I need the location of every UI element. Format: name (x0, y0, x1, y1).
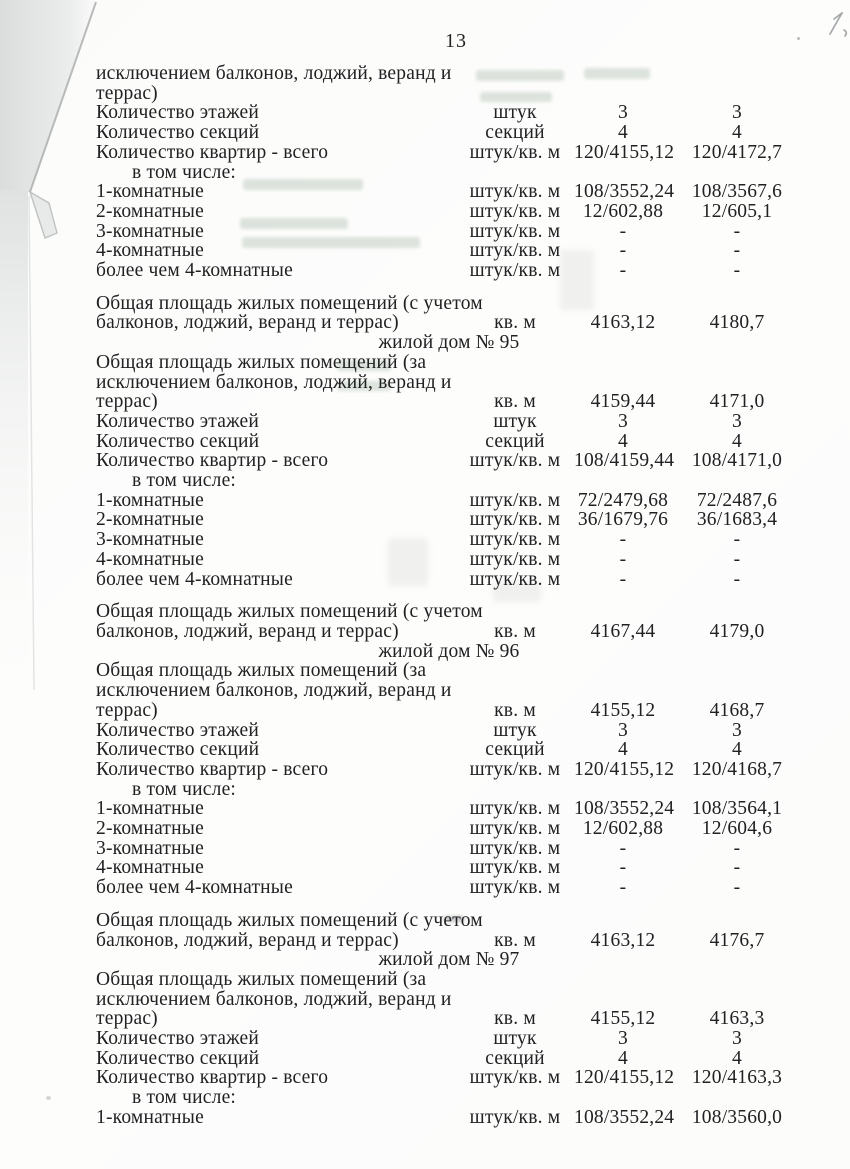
row-value-2: 3 (732, 1028, 742, 1050)
row-value-1: - (619, 568, 627, 590)
row-label (96, 970, 456, 1029)
row-label (96, 1029, 456, 1049)
page-number: 13 (445, 30, 467, 52)
table-row (96, 1068, 850, 1107)
table-row (96, 550, 850, 570)
row-value-1: - (619, 857, 627, 879)
row-label-line: 4-комнатные (96, 857, 204, 879)
row-value-2: 108/4171,0 (691, 450, 783, 472)
table-row (96, 241, 850, 261)
row-label-line: Количество секций (96, 430, 260, 452)
table-row (96, 451, 850, 490)
row-label (96, 799, 456, 819)
row-sublabel: в том числе: (132, 1087, 237, 1109)
table-row (96, 799, 850, 819)
row-label (96, 292, 483, 334)
house-section-header: жилой дом № 95 (378, 332, 520, 354)
row-label-line: 1-комнатные (96, 181, 204, 203)
row-unit: штук/кв. м (469, 200, 561, 222)
row-value-1: - (619, 877, 627, 899)
row-value-1: 3 (618, 410, 628, 432)
row-sublabel: в том числе: (132, 470, 237, 492)
row-value-1: 4 (618, 1047, 628, 1069)
row-label-line: Общая площадь жилых помещений (с учетом (96, 601, 483, 623)
row-value-1: 3 (618, 102, 628, 124)
row-value-2: 120/4172,7 (691, 141, 783, 163)
row-value-1: - (619, 260, 627, 282)
row-label-line: Количество этажей (96, 719, 260, 741)
row-label (96, 182, 456, 202)
row-unit: штук (493, 102, 537, 124)
table-row (96, 1108, 850, 1128)
table-row (96, 261, 850, 281)
row-value-1: - (619, 529, 627, 551)
row-unit: штук/кв. м (469, 1067, 561, 1089)
row-value-1: 108/3552,24 (574, 181, 675, 203)
table-row (96, 839, 850, 859)
row-label-line: Количество этажей (96, 102, 260, 124)
row-unit: кв. м (494, 699, 536, 721)
table-row (96, 819, 850, 839)
row-label (96, 143, 456, 182)
row-value-2: 4171,0 (709, 391, 765, 413)
row-unit: секций (485, 122, 545, 144)
table-row (96, 721, 850, 741)
row-label-line: Общая площадь жилых помещений (за (96, 660, 427, 682)
row-unit: штук/кв. м (469, 529, 561, 551)
row-label (96, 412, 456, 432)
row-unit: штук (493, 719, 537, 741)
row-value-1: 72/2479,68 (577, 489, 669, 511)
row-value-1: 120/4155,12 (574, 141, 675, 163)
row-label-line: исключением балконов, лоджий, веранд и (96, 371, 452, 393)
table-row (96, 1049, 850, 1069)
row-label (96, 661, 456, 720)
row-value-2: 120/4163,3 (691, 1067, 783, 1089)
row-label (96, 451, 456, 490)
row-label-line: 2-комнатные (96, 200, 204, 222)
row-unit: кв. м (494, 391, 536, 413)
table-row (96, 740, 850, 760)
row-sublabel: в том числе: (132, 161, 237, 183)
row-value-2: - (733, 240, 741, 262)
row-value-1: 108/4159,44 (574, 450, 675, 472)
row-label (96, 721, 456, 741)
table-row (96, 858, 850, 878)
row-value-1: 3 (618, 1028, 628, 1050)
row-label-line: более чем 4-комнатные (96, 568, 293, 590)
row-value-1: 120/4155,12 (574, 758, 675, 780)
row-label-line: 1-комнатные (96, 798, 204, 820)
row-unit: штук/кв. м (469, 220, 561, 242)
row-label-line: 4-комнатные (96, 240, 204, 262)
row-label-line: более чем 4-комнатные (96, 260, 293, 282)
table-row (96, 661, 850, 720)
row-value-2: 72/2487,6 (696, 489, 778, 511)
row-unit: штук/кв. м (469, 509, 561, 531)
row-label (96, 491, 456, 511)
row-value-2: - (733, 857, 741, 879)
row-label (96, 64, 456, 103)
table-row (96, 143, 850, 182)
row-unit: штук/кв. м (469, 181, 561, 203)
row-unit: штук/кв. м (469, 489, 561, 511)
row-unit: кв. м (494, 1008, 536, 1030)
handwritten-mark (818, 8, 850, 44)
row-label (96, 202, 456, 222)
row-label-line: 3-комнатные (96, 529, 204, 551)
row-label (96, 530, 456, 550)
row-value-1: - (619, 220, 627, 242)
row-value-2: 4 (732, 1047, 742, 1069)
row-label-line: балконов, лоджий, веранд и террас) (96, 312, 399, 334)
row-value-2: 108/3564,1 (691, 798, 783, 820)
row-value-1: 4163,12 (590, 312, 656, 334)
housing-statistics-table (0, 64, 850, 1128)
row-label (96, 1049, 456, 1069)
table-row (96, 491, 850, 511)
row-label-line: Общая площадь жилых помещений (за (96, 351, 427, 373)
row-value-2: 12/604,6 (701, 818, 773, 840)
row-unit: штук (493, 410, 537, 432)
row-unit: штук/кв. м (469, 240, 561, 262)
row-label (96, 261, 456, 281)
row-label-line: более чем 4-комнатные (96, 877, 293, 899)
row-label (96, 222, 456, 242)
row-value-1: 4159,44 (590, 391, 656, 413)
row-label-line: 1-комнатные (96, 1106, 204, 1128)
table-row (96, 103, 850, 123)
row-value-1: 4 (618, 430, 628, 452)
scan-speck (797, 37, 800, 40)
table-row (96, 202, 850, 222)
row-label (96, 1108, 456, 1128)
row-label-line: Количество секций (96, 739, 260, 761)
row-label (96, 241, 456, 261)
row-sublabel: в том числе: (132, 778, 237, 800)
row-unit: кв. м (494, 312, 536, 334)
row-value-2: - (733, 548, 741, 570)
row-value-2: 4176,7 (709, 929, 765, 951)
row-value-1: 4155,12 (590, 699, 656, 721)
table-row (96, 294, 850, 333)
row-value-2: - (733, 837, 741, 859)
row-value-2: 3 (732, 410, 742, 432)
row-value-2: 4 (732, 122, 742, 144)
row-value-1: 12/602,88 (582, 200, 664, 222)
table-row (96, 760, 850, 799)
row-unit: штук/кв. м (469, 818, 561, 840)
row-value-1: 3 (618, 719, 628, 741)
row-value-2: - (733, 529, 741, 551)
row-label-line: балконов, лоджий, веранд и террас) (96, 620, 399, 642)
row-label (96, 878, 456, 898)
row-label (96, 432, 456, 452)
table-row (96, 182, 850, 202)
row-label-line: Количество этажей (96, 1028, 260, 1050)
row-label (96, 510, 456, 530)
row-label-line: исключением балконов, лоджий, веранд и (96, 988, 452, 1010)
row-label-line: 3-комнатные (96, 837, 204, 859)
table-row (96, 878, 850, 898)
row-unit: секций (485, 1047, 545, 1069)
row-value-1: 4155,12 (590, 1008, 656, 1030)
row-label-line: 2-комнатные (96, 509, 204, 531)
row-label (96, 839, 456, 859)
row-value-2: 4168,7 (709, 699, 765, 721)
row-label (96, 740, 456, 760)
row-label-line: 1-комнатные (96, 489, 204, 511)
row-value-2: 4 (732, 739, 742, 761)
table-row (96, 412, 850, 432)
row-unit: штук/кв. м (469, 837, 561, 859)
row-value-2: 120/4168,7 (691, 758, 783, 780)
row-label-line: Общая площадь жилых помещений (за (96, 968, 427, 990)
row-unit: штук/кв. м (469, 857, 561, 879)
row-label (96, 909, 483, 951)
row-label (96, 1068, 456, 1107)
row-label-line: балконов, лоджий, веранд и террас) (96, 929, 399, 951)
row-value-1: 4 (618, 739, 628, 761)
row-label-line: Количество квартир - всего (96, 450, 329, 472)
row-label-line: террас) (96, 391, 158, 413)
table-row (96, 602, 850, 641)
row-label (96, 858, 456, 878)
row-label-line: 4-комнатные (96, 548, 204, 570)
row-unit: штук/кв. м (469, 568, 561, 590)
row-label-line: Количество секций (96, 122, 260, 144)
row-value-2: 108/3560,0 (691, 1106, 783, 1128)
row-unit: штук/кв. м (469, 141, 561, 163)
table-row (96, 911, 850, 950)
row-unit: штук/кв. м (469, 260, 561, 282)
row-unit: штук/кв. м (469, 548, 561, 570)
row-value-2: 4179,0 (709, 620, 765, 642)
row-unit: штук (493, 1028, 537, 1050)
table-row (96, 64, 850, 103)
row-label-line: Общая площадь жилых помещений (с учетом (96, 909, 483, 931)
house-section-header: жилой дом № 97 (378, 949, 520, 971)
table-row (96, 510, 850, 530)
row-unit: штук/кв. м (469, 798, 561, 820)
row-label (96, 570, 456, 590)
row-value-2: - (733, 220, 741, 242)
row-unit: кв. м (494, 620, 536, 642)
table-row (96, 222, 850, 242)
row-value-1: - (619, 548, 627, 570)
row-value-1: 120/4155,12 (574, 1067, 675, 1089)
row-unit: штук/кв. м (469, 450, 561, 472)
row-value-1: 108/3552,24 (574, 1106, 675, 1128)
table-row (96, 570, 850, 590)
row-unit: штук/кв. м (469, 758, 561, 780)
row-label (96, 103, 456, 123)
row-value-1: 4163,12 (590, 929, 656, 951)
row-value-1: 12/602,88 (582, 818, 664, 840)
row-label-line: Количество этажей (96, 410, 260, 432)
row-label-line: Количество квартир - всего (96, 1067, 329, 1089)
table-row (96, 432, 850, 452)
row-unit: кв. м (494, 929, 536, 951)
table-row (96, 1029, 850, 1049)
row-label-line: Количество квартир - всего (96, 141, 329, 163)
row-label-line: Количество секций (96, 1047, 260, 1069)
row-value-1: - (619, 240, 627, 262)
row-value-1: 4 (618, 122, 628, 144)
row-label-line: террас) (96, 82, 158, 104)
row-label-line: исключением балконов, лоджий, веранд и (96, 63, 452, 84)
row-value-2: - (733, 568, 741, 590)
row-value-1: 4167,44 (590, 620, 656, 642)
house-section-header: жилой дом № 96 (378, 640, 520, 662)
row-value-1: 36/1679,76 (577, 509, 669, 531)
row-label-line: исключением балконов, лоджий, веранд и (96, 680, 452, 702)
row-label (96, 601, 483, 642)
row-label-line: Общая площадь жилых помещений (с учетом (96, 292, 483, 314)
row-label-line: Количество квартир - всего (96, 758, 329, 780)
table-row (96, 353, 850, 412)
row-label (96, 550, 456, 570)
row-label-line: 2-комнатные (96, 818, 204, 840)
row-value-2: 108/3567,6 (691, 181, 783, 203)
row-unit: штук/кв. м (469, 877, 561, 899)
row-value-2: 4 (732, 430, 742, 452)
row-value-2: 4163,3 (709, 1008, 765, 1030)
row-label (96, 123, 456, 143)
row-value-2: - (733, 260, 741, 282)
row-label-line: 3-комнатные (96, 220, 204, 242)
row-value-1: - (619, 837, 627, 859)
row-label-line: террас) (96, 1008, 158, 1030)
row-value-2: 4180,7 (709, 312, 765, 334)
row-value-2: 36/1683,4 (696, 509, 778, 531)
row-value-2: 3 (732, 719, 742, 741)
row-unit: секций (485, 430, 545, 452)
row-label (96, 760, 456, 799)
row-label (96, 819, 456, 839)
row-unit: штук/кв. м (469, 1106, 561, 1128)
row-value-2: 3 (732, 102, 742, 124)
row-label-line: террас) (96, 699, 158, 721)
row-value-2: - (733, 877, 741, 899)
table-row (96, 530, 850, 550)
row-label (96, 353, 456, 412)
table-row (96, 123, 850, 143)
table-row (96, 970, 850, 1029)
row-unit: секций (485, 739, 545, 761)
row-value-1: 108/3552,24 (574, 798, 675, 820)
row-value-2: 12/605,1 (701, 200, 773, 222)
